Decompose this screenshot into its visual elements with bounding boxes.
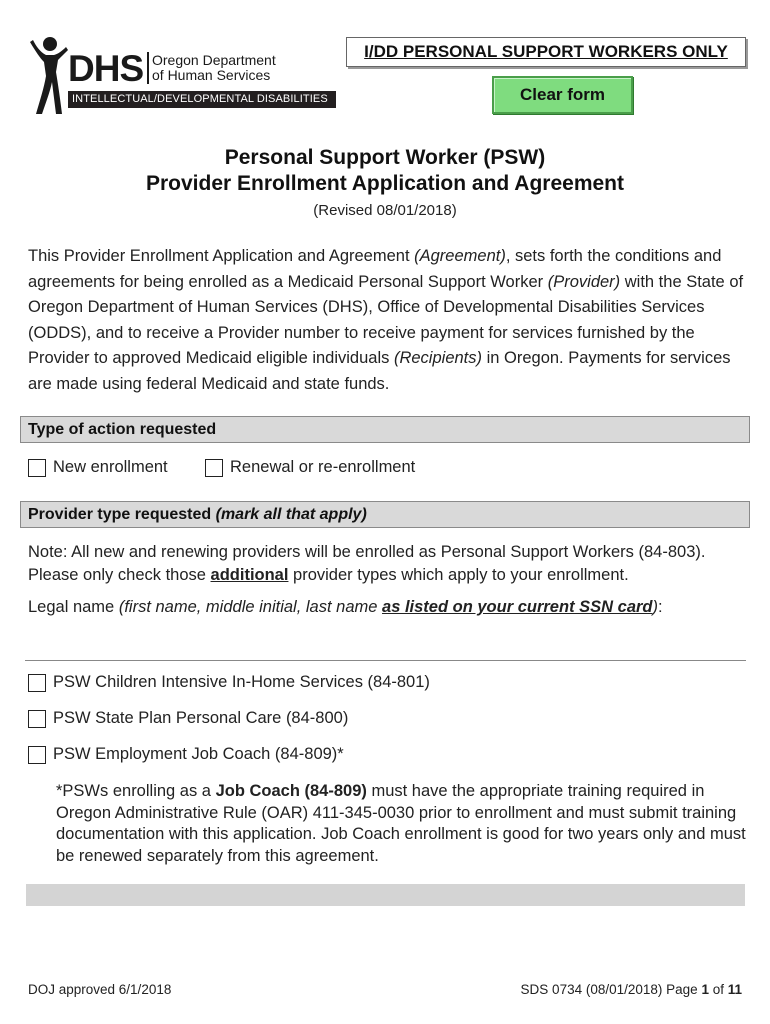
provider-heading-text: Provider type requested	[28, 506, 216, 523]
note-emphasis: additional	[210, 566, 289, 584]
logo-department-line2: of Human Services	[152, 67, 271, 83]
intro-term-agreement: (Agreement)	[414, 247, 506, 265]
provider-heading-note: (mark all that apply)	[215, 506, 367, 523]
job-coach-checkbox[interactable]	[28, 746, 46, 764]
legal-name-input[interactable]	[25, 627, 746, 661]
intro-text: with the State of Oregon Department of Human Services (DHS), Office of Developmental Disabilities Services (ODDS), and to receive a Provider number to receive payment for services furnished by the Provider to approved Medicaid eligible individuals	[28, 272, 744, 368]
legal-hint: (first name, middle initial, last name	[118, 598, 383, 616]
job-coach-note	[56, 781, 746, 867]
legal-hint-end: )	[652, 598, 659, 616]
clear-form-button[interactable]: Clear form	[492, 76, 633, 114]
logo-department-name	[152, 53, 276, 83]
note-text: provider types which apply to your enrollment.	[288, 566, 629, 584]
legal-emphasis: as listed on your current SSN card	[382, 598, 653, 616]
intro-text: This Provider Enrollment Application and Agreement	[28, 247, 415, 265]
job-note-text: must have the appropriate training required in Oregon Administrative Rule (OAR) 411-345-0030 prior to enrollment and must submit training documentation with this application. Job Coach enrollment is good for two years only and must be renewed separately from this agreement.	[56, 782, 746, 865]
provider-section-heading	[20, 501, 750, 528]
section-divider-bar	[26, 884, 745, 906]
logo-wordmark: DHS	[68, 48, 144, 89]
job-note-bold: Job Coach (84-809)	[215, 782, 367, 800]
job-note-text: *PSWs enrolling as a	[56, 782, 216, 800]
page-title-line1: Personal Support Worker (PSW)	[224, 146, 546, 169]
intro-text: , sets forth the conditions and agreements for being enrolled as a Medicaid Personal Support Worker	[28, 247, 722, 291]
dhs-logo	[26, 36, 341, 116]
page-title-line2: Provider Enrollment Application and Agreement	[145, 172, 625, 195]
intro-paragraph	[28, 244, 748, 398]
renewal-checkbox[interactable]	[205, 459, 223, 477]
psw-only-notice: I/DD PERSONAL SUPPORT WORKERS ONLY	[346, 37, 746, 67]
legal-colon: :	[658, 598, 663, 616]
footer-form-id: SDS 0734 (08/01/2018) Page	[520, 982, 702, 997]
intro-text: in Oregon. Payments for services are made using federal Medicaid and state funds.	[28, 349, 731, 393]
children-intensive-label: PSW Children Intensive In-Home Services (84-801)	[53, 673, 430, 691]
intro-term-provider: (Provider)	[547, 272, 621, 291]
revision-date: (Revised 08/01/2018)	[313, 202, 457, 219]
logo-department-line1: Oregon Department	[152, 52, 276, 68]
footer-page-total: 11	[727, 982, 742, 997]
job-coach-label: PSW Employment Job Coach (84-809)*	[53, 745, 344, 763]
action-section-heading: Type of action requested	[20, 416, 750, 443]
state-plan-care-checkbox[interactable]	[28, 710, 46, 728]
logo-divider	[147, 52, 149, 84]
footer-page-info	[521, 982, 742, 997]
logo-banner: INTELLECTUAL/DEVELOPMENTAL DISABILITIES	[68, 91, 336, 108]
renewal-label: Renewal or re-enrollment	[230, 458, 416, 476]
legal-label-text: Legal name	[28, 598, 119, 616]
provider-note	[28, 541, 738, 587]
legal-name-label	[28, 598, 663, 617]
children-intensive-checkbox[interactable]	[28, 674, 46, 692]
new-enrollment-label: New enrollment	[53, 458, 168, 476]
new-enrollment-checkbox[interactable]	[28, 459, 46, 477]
footer-approval: DOJ approved 6/1/2018	[28, 982, 172, 997]
person-figure-icon	[26, 36, 68, 116]
note-text: Note: All new and renewing providers will be enrolled as Personal Support Workers (84-803). Please only check those	[28, 543, 706, 584]
intro-term-recipients: (Recipients)	[393, 349, 482, 368]
footer-of: of	[708, 982, 728, 997]
state-plan-care-label: PSW State Plan Personal Care (84-800)	[53, 709, 349, 727]
footer-page-number: 1	[701, 982, 709, 997]
